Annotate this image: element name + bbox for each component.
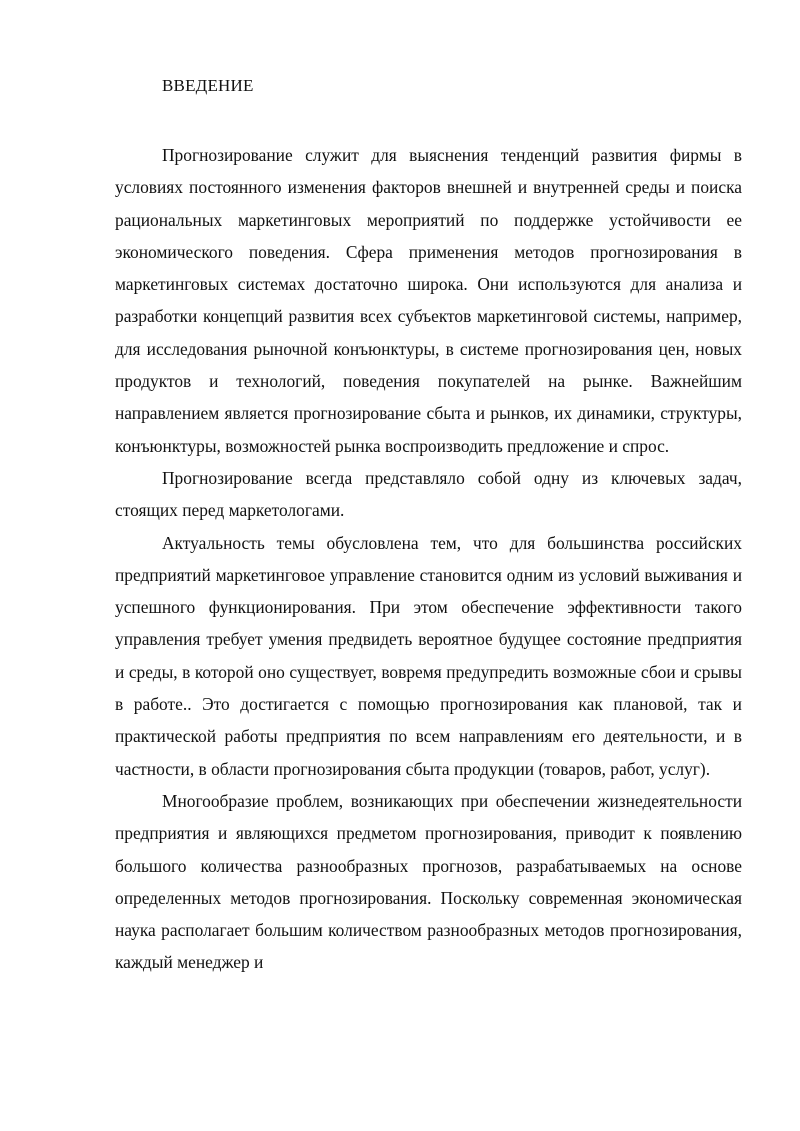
paragraph-2: Прогнозирование всегда представляло собой одну из ключевых задач, стоящих перед маркетологами. xyxy=(115,467,742,521)
paragraph-1: Прогнозирование служит для выяснения тенденций развития фирмы в условиях постоянного изменения факторов внешней и внутренней среды и поиска рациональных маркетинговых мероприятий по поддержке устойчивости ее экономического поведения. Сфера применения методов прогнозирования в маркетинговых системах достаточно широка. Они используются для анализа и разработки концепций развития всех субъектов маркетинговой системы, например, для исследования рыночной конъюнктуры, в системе прогнозирования цен, новых продуктов и технологий, поведения покупателей на рынке. Важнейшим направлением является прогнозирование сбыта и рынков, их динамики, структуры, конъюнктуры, возможностей рынка воспроизводить предложение и спрос. xyxy=(115,145,742,456)
section-heading: ВВЕДЕНИЕ xyxy=(162,76,254,95)
body-text xyxy=(115,139,742,979)
paragraph-3: Актуальность темы обусловлена тем, что для большинства российских предприятий маркетинговое управление становится одним из условий выживания и успешного функционирования. При этом обеспечение эффективности такого управления требует умения предвидеть вероятное будущее состояние предприятия и среды, в которой оно существует, вовремя предупредить возможные сбои и срывы в работе.. Это достигается с помощью прогнозирования как плановой, так и практической работы предприятия по всем направлениям его деятельности, и в частности, в области прогнозирования сбыта продукции (товаров, работ, услуг). xyxy=(115,532,742,779)
paragraph-4: Многообразие проблем, возникающих при обеспечении жизнедеятельности предприятия и являющихся предметом прогнозирования, приводит к появлению большого количества разнообразных прогнозов, разрабатываемых на основе определенных методов прогнозирования. Поскольку современная экономическая наука располагает большим количеством разнообразных методов прогнозирования, каждый менеджер и xyxy=(115,790,742,973)
